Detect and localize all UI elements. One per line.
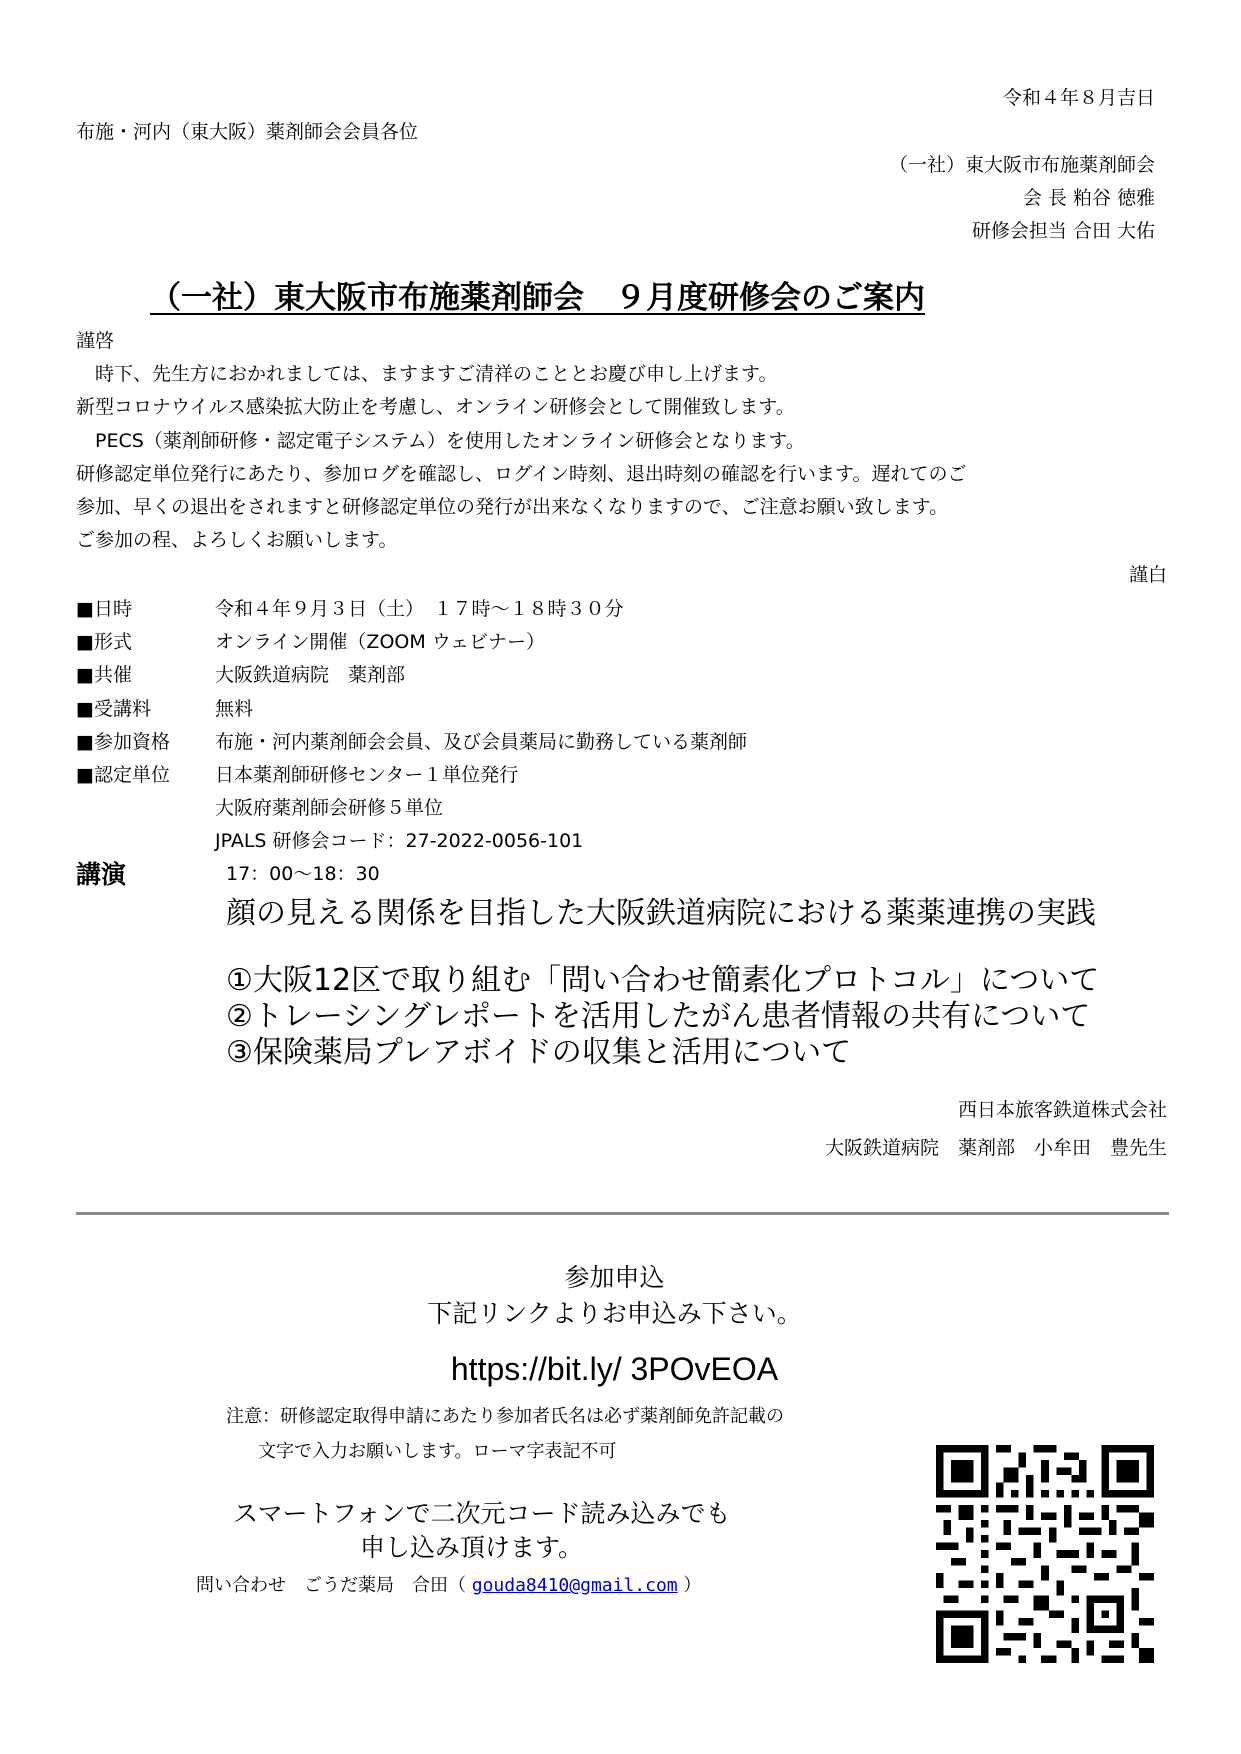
smartphone-line-2: 申し込み頂けます。 [360, 1533, 584, 1562]
fee-label: ■受講料 [76, 698, 151, 720]
contact-email-link[interactable]: gouda8410@gmail.com [471, 1575, 678, 1596]
credits-line-1: 日本薬剤師研修センター１単位発行 [215, 764, 519, 786]
contact-prefix: 問い合わせ ごうだ薬局 合田（ [196, 1575, 466, 1596]
body-paragraph-1: 時下、先生方におかれましては、ますますご清祥のこととお慶び申し上げます。 [76, 363, 778, 385]
credits-line-2: 大阪府薬剤師会研修５単位 [215, 797, 444, 819]
credits-line-3: JPALS 研修会コード：27-2022-0056-101 [215, 830, 584, 852]
eligibility-label: ■参加資格 [76, 731, 170, 753]
contact-suffix: ） [683, 1575, 702, 1596]
body-paragraph-3: PECS（薬剤師研修・認定電子システム）を使用したオンライン研修会となります。 [76, 430, 805, 452]
datetime-value: 令和４年９月３日（土） １７時～１８時３０分 [215, 598, 624, 620]
document-date: 令和４年８月吉日 [1002, 87, 1155, 109]
smartphone-line-1: スマートフォンで二次元コード読み込みでも [233, 1499, 731, 1528]
format-label: ■形式 [76, 631, 132, 653]
cohost-label: ■共催 [76, 664, 132, 686]
body-paragraph-2: 新型コロナウイルス感染拡大防止を考慮し、オンライン研修会として開催致します。 [76, 396, 795, 418]
application-heading: 参加申込 [564, 1263, 665, 1292]
speaker-company: 西日本旅客鉄道株式会社 [957, 1099, 1167, 1121]
lecture-topic-2: ②トレーシングレポートを活用したがん患者情報の共有について [226, 999, 1091, 1034]
lecture-label: 講演 [76, 860, 127, 889]
application-note-line-1: 注意：研修認定取得申請にあたり参加者氏名は必ず薬剤師免許記載の [226, 1406, 784, 1427]
lecture-time: 17：00～18：30 [226, 863, 380, 885]
lecture-topic-3: ③保険薬局プレアボイドの収集と活用について [226, 1035, 852, 1070]
body-paragraph-6: ご参加の程、よろしくお願いします。 [76, 529, 398, 551]
fee-value: 無料 [215, 698, 254, 720]
sender-organization: （一社）東大阪市布施薬剤師会 [888, 154, 1155, 176]
closing: 謹白 [1128, 564, 1167, 586]
body-paragraph-4: 研修認定単位発行にあたり、参加ログを確認し、ログイン時刻、退出時刻の確認を行います。遅れてのご [76, 463, 967, 485]
section-divider [76, 1212, 1169, 1215]
application-url[interactable]: https://bit.ly/ 3POvEOA [450, 1351, 779, 1387]
greeting: 謹啓 [76, 330, 115, 352]
cohost-value: 大阪鉄道病院 薬剤部 [215, 664, 406, 686]
speaker-name: 大阪鉄道病院 薬剤部 小牟田 豊先生 [824, 1137, 1167, 1159]
sender-president: 会 長 粕谷 徳雅 [1022, 187, 1155, 209]
addressee: 布施・河内（東大阪）薬剤師会会員各位 [76, 121, 419, 143]
lecture-title: 顔の見える関係を目指した大阪鉄道病院における薬薬連携の実践 [226, 896, 1096, 931]
qr-code-icon[interactable] [936, 1445, 1154, 1663]
datetime-label: ■日時 [76, 598, 132, 620]
body-paragraph-5: 参加、早くの退出をされますと研修認定単位の発行が出来なくなりますので、ご注意お願い致します。 [76, 496, 949, 518]
credits-label: ■認定単位 [76, 764, 170, 786]
lecture-topic-1: ①大阪12区で取り組む「問い合わせ簡素化プロトコル」について [226, 963, 1100, 998]
eligibility-value: 布施・河内薬剤師会会員、及び会員薬局に勤務している薬剤師 [215, 731, 748, 753]
format-value: オンライン開催（ZOOM ウェビナー） [215, 631, 546, 653]
sender-organizer: 研修会担当 合田 大佑 [971, 220, 1155, 242]
application-note-line-2: 文字で入力お願いします。ローマ字表記不可 [258, 1441, 617, 1462]
document-title: （一社）東大阪市布施薬剤師会 ９月度研修会のご案内 [150, 280, 925, 316]
application-instruction: 下記リンクよりお申込み下さい。 [427, 1299, 802, 1328]
contact-line [196, 1571, 701, 1597]
